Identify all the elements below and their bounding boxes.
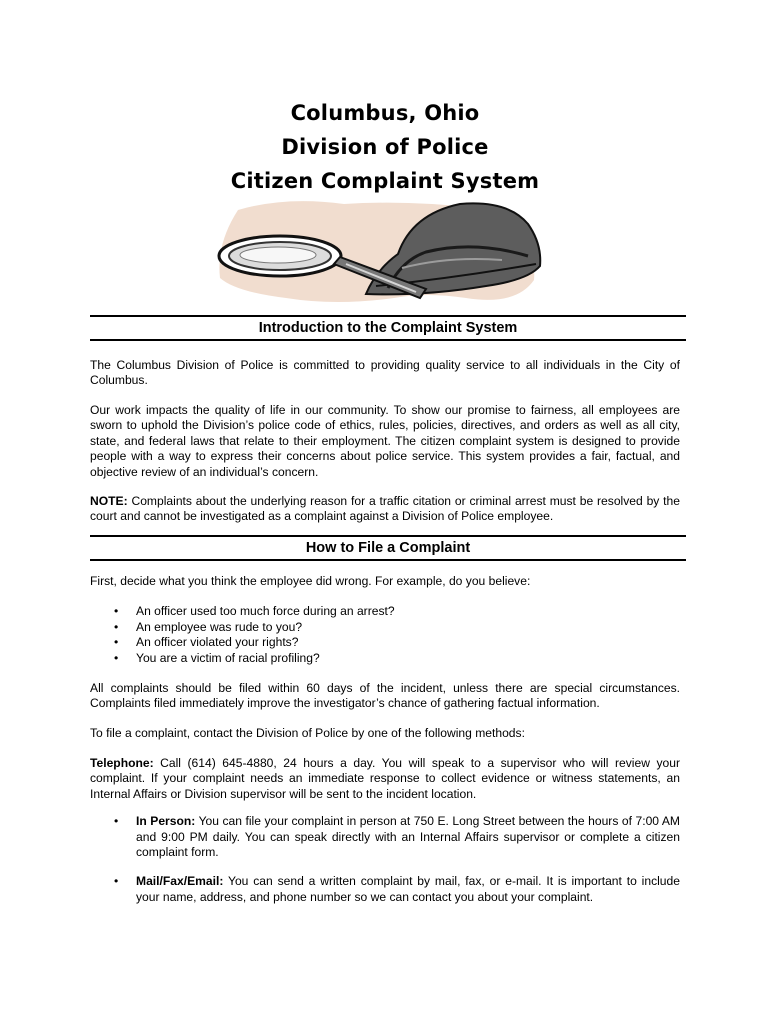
contact-lead-paragraph: To file a complaint, contact the Division of Police by one of the following methods: — [90, 726, 525, 740]
bullet-icon: • — [114, 619, 119, 634]
heading-rule-bottom — [90, 559, 686, 561]
list-item: • An employee was rude to you? — [114, 619, 303, 634]
wrongdoing-bullet-list — [90, 604, 680, 666]
bullet-icon: • — [114, 814, 119, 828]
how-to-file-heading: How to File a Complaint — [305, 540, 471, 556]
list-item: • You are a victim of racial profiling? — [114, 650, 320, 665]
bullet-icon: • — [114, 650, 119, 665]
title-line-city: Columbus, Ohio — [290, 101, 480, 125]
mail-fax-email-method — [90, 874, 680, 905]
heading-rule-top — [90, 315, 686, 317]
title-line-system: Citizen Complaint System — [230, 169, 540, 193]
mail-text-block — [136, 874, 680, 905]
magnifying-glass-and-police-cap-icon — [216, 194, 546, 308]
title-line-division: Division of Police — [281, 135, 489, 159]
telephone-paragraph — [90, 756, 680, 802]
in-person-method — [90, 814, 680, 861]
note-text: Complaints about the underlying reason for a traffic citation or criminal arrest must be resolved by the court and cannot be investigated as a complaint against a Division of Police employee. — [90, 494, 680, 524]
in-person-label: In Person: — [136, 814, 196, 828]
how-to-lead-paragraph: First, decide what you think the employee did wrong. For example, do you believe: — [90, 574, 531, 588]
note-label: NOTE: — [90, 494, 128, 508]
intro-note-paragraph — [90, 494, 680, 525]
timing-paragraph: All complaints should be filed within 60 days of the incident, unless there are special circumstances. Complaints filed immediately improve the investigator’s chance of gathering factual information. — [90, 681, 680, 711]
intro-paragraph-fairness: Our work impacts the quality of life in our community. To show our promise to fairness, all employees are sworn to uphold the Division’s police code of ethics, rules, policies, directives, and orders as well as all city, state, and federal laws that relate to their employment. The citizen complaint system is designed to provide people with a way to express their concerns about police service. This system provides a fair, factual, and objective review of an individual’s concern. — [90, 403, 680, 479]
bullet-icon: • — [114, 604, 119, 618]
in-person-text: You can file your complaint in person at 750 E. Long Street between the hours of 7:00 AM and 9:00 PM daily. You can speak directly with an Internal Affairs supervisor or complete a citizen complaint form. — [136, 814, 680, 860]
mail-text: You can send a written complaint by mail, fax, or e-mail. It is important to include your name, address, and phone number so we can contact you about your complaint. — [136, 874, 680, 904]
bullet-icon: • — [114, 874, 119, 888]
heading-rule-top — [90, 535, 686, 537]
list-item: • An officer used too much force during an arrest? — [114, 604, 395, 618]
intro-paragraph-commitment: The Columbus Division of Police is committed to providing quality service to all individuals in the City of Columbus. — [90, 358, 680, 388]
telephone-label: Telephone: — [90, 756, 154, 770]
in-person-text-block — [136, 814, 680, 861]
bullet-icon: • — [114, 635, 119, 650]
list-item: • An officer violated your rights? — [114, 635, 299, 650]
heading-rule-bottom — [90, 339, 686, 341]
telephone-text: Call (614) 645-4880, 24 hours a day. You will speak to a supervisor who will review your complaint. If your complaint needs an immediate response to collect evidence or witness statements, an Internal Affairs or Division supervisor will be sent to the incident location. — [90, 756, 680, 801]
document-title — [0, 96, 770, 198]
section-heading-how-to-file — [90, 535, 686, 561]
introduction-heading: Introduction to the Complaint System — [258, 320, 518, 336]
section-heading-introduction — [90, 315, 686, 341]
mail-label: Mail/Fax/Email: — [136, 874, 224, 888]
